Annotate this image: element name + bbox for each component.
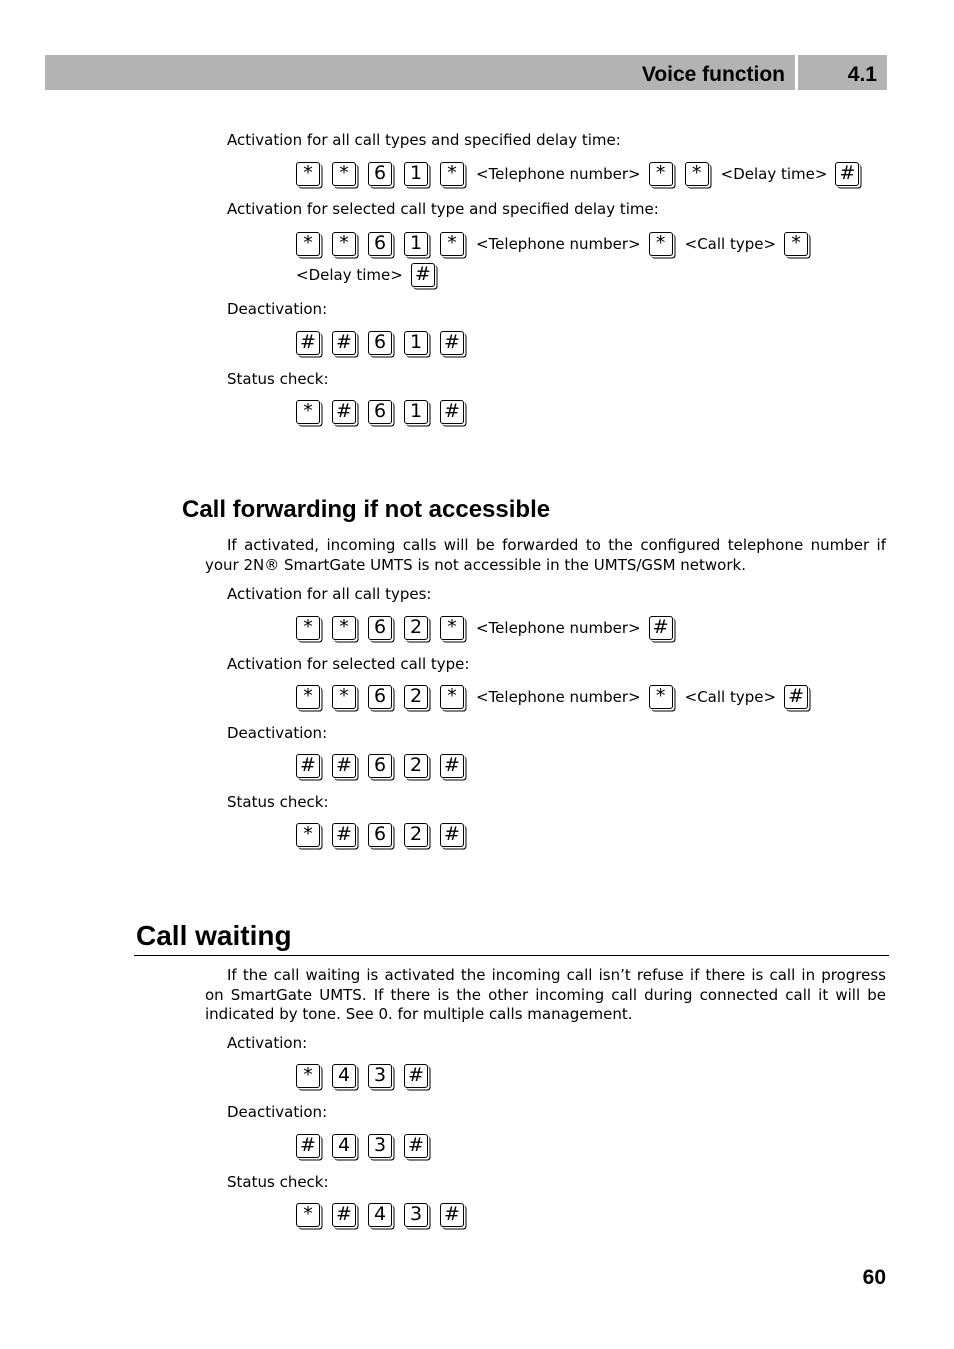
- parameter-placeholder: <Telephone number>: [476, 688, 641, 706]
- hash-key: #: [784, 685, 808, 709]
- paragraph-not-accessible: [205, 536, 886, 575]
- star-key: *: [440, 232, 464, 256]
- hash-key: #: [440, 400, 464, 424]
- star-key: *: [332, 162, 356, 186]
- label-status-check: Status check:: [227, 1173, 329, 1191]
- digit-key-6: 6: [368, 754, 392, 778]
- digit-key-6: 6: [368, 331, 392, 355]
- hash-key: #: [440, 1203, 464, 1227]
- star-key: *: [296, 400, 320, 424]
- star-key: *: [649, 162, 673, 186]
- hash-key: #: [835, 162, 859, 186]
- page-number: 60: [862, 1266, 886, 1289]
- digit-key-3: 3: [368, 1064, 392, 1088]
- hash-key: #: [440, 823, 464, 847]
- label-activation: Activation:: [227, 1034, 308, 1052]
- key-sequence: [296, 821, 476, 849]
- digit-key-1: 1: [404, 331, 428, 355]
- label-status-check: Status check:: [227, 370, 329, 388]
- paragraph-text: If the call waiting is activated the incoming call isn’t refuse if there is call in progress on SmartGate UMTS. If there is the other incoming call during connected call it will be indicated by tone. See 0. for multiple calls management.: [205, 966, 886, 1024]
- key-sequence: [296, 230, 820, 258]
- star-key: *: [649, 685, 673, 709]
- hash-key: #: [296, 1134, 320, 1158]
- star-key: *: [296, 1203, 320, 1227]
- key-sequence: [296, 683, 820, 711]
- header-title-cell: [45, 55, 795, 90]
- digit-key-2: 2: [404, 754, 428, 778]
- digit-key-6: 6: [368, 616, 392, 640]
- star-key: *: [784, 232, 808, 256]
- key-sequence: [296, 261, 447, 289]
- star-key: *: [296, 162, 320, 186]
- star-key: *: [296, 232, 320, 256]
- label-status-check: Status check:: [227, 793, 329, 811]
- digit-key-1: 1: [404, 232, 428, 256]
- hash-key: #: [332, 331, 356, 355]
- digit-key-6: 6: [368, 232, 392, 256]
- star-key: *: [296, 823, 320, 847]
- label-activation-all-delay: Activation for all call types and specified delay time:: [227, 131, 621, 149]
- star-key: *: [685, 162, 709, 186]
- section-heading-not-accessible: Call forwarding if not accessible: [182, 496, 551, 523]
- key-sequence: [296, 160, 871, 188]
- key-sequence: [296, 329, 476, 357]
- paragraph-text: If activated, incoming calls will be forwarded to the configured telephone number if your 2N® SmartGate UMTS is not accessible in the UMTS/GSM network.: [205, 536, 886, 574]
- parameter-placeholder: <Call type>: [684, 688, 777, 706]
- hash-key: #: [332, 1203, 356, 1227]
- digit-key-4: 4: [332, 1064, 356, 1088]
- digit-key-6: 6: [368, 685, 392, 709]
- hash-key: #: [404, 1134, 428, 1158]
- digit-key-2: 2: [404, 823, 428, 847]
- parameter-placeholder: <Delay time>: [296, 266, 403, 284]
- star-key: *: [440, 685, 464, 709]
- star-key: *: [332, 232, 356, 256]
- digit-key-2: 2: [404, 685, 428, 709]
- digit-key-3: 3: [404, 1203, 428, 1227]
- digit-key-4: 4: [368, 1203, 392, 1227]
- paragraph-call-waiting: [205, 966, 886, 1025]
- section-heading-call-waiting: Call waiting: [136, 920, 292, 951]
- hash-key: #: [411, 263, 435, 287]
- digit-key-1: 1: [404, 400, 428, 424]
- digit-key-6: 6: [368, 823, 392, 847]
- label-activation-selected-delay: Activation for selected call type and specified delay time:: [227, 200, 659, 218]
- key-sequence: [296, 614, 685, 642]
- hash-key: #: [332, 400, 356, 424]
- hash-key: #: [296, 331, 320, 355]
- parameter-placeholder: <Call type>: [684, 235, 777, 253]
- star-key: *: [296, 685, 320, 709]
- label-deactivation: Deactivation:: [227, 1103, 328, 1121]
- label-activation-all: Activation for all call types:: [227, 585, 432, 603]
- star-key: *: [332, 685, 356, 709]
- star-key: *: [296, 1064, 320, 1088]
- key-sequence: [296, 1062, 440, 1090]
- header-section-cell: [798, 55, 887, 90]
- star-key: *: [296, 616, 320, 640]
- star-key: *: [440, 162, 464, 186]
- heading-rule: [134, 955, 889, 956]
- parameter-placeholder: <Telephone number>: [476, 619, 641, 637]
- digit-key-6: 6: [368, 400, 392, 424]
- digit-key-1: 1: [404, 162, 428, 186]
- hash-key: #: [649, 616, 673, 640]
- header-section-number: 4.1: [847, 63, 877, 86]
- parameter-placeholder: <Telephone number>: [476, 235, 641, 253]
- label-activation-selected: Activation for selected call type:: [227, 655, 470, 673]
- hash-key: #: [440, 331, 464, 355]
- digit-key-3: 3: [368, 1134, 392, 1158]
- digit-key-6: 6: [368, 162, 392, 186]
- hash-key: #: [332, 823, 356, 847]
- header-title: Voice function: [641, 63, 785, 86]
- key-sequence: [296, 1132, 440, 1160]
- digit-key-2: 2: [404, 616, 428, 640]
- hash-key: #: [440, 754, 464, 778]
- key-sequence: [296, 398, 476, 426]
- hash-key: #: [404, 1064, 428, 1088]
- parameter-placeholder: <Telephone number>: [476, 165, 641, 183]
- label-deactivation: Deactivation:: [227, 300, 328, 318]
- key-sequence: [296, 752, 476, 780]
- hash-key: #: [296, 754, 320, 778]
- hash-key: #: [332, 754, 356, 778]
- star-key: *: [649, 232, 673, 256]
- key-sequence: [296, 1201, 476, 1229]
- parameter-placeholder: <Delay time>: [720, 165, 828, 183]
- label-deactivation: Deactivation:: [227, 724, 328, 742]
- star-key: *: [440, 616, 464, 640]
- star-key: *: [332, 616, 356, 640]
- page-header: [45, 55, 887, 90]
- digit-key-4: 4: [332, 1134, 356, 1158]
